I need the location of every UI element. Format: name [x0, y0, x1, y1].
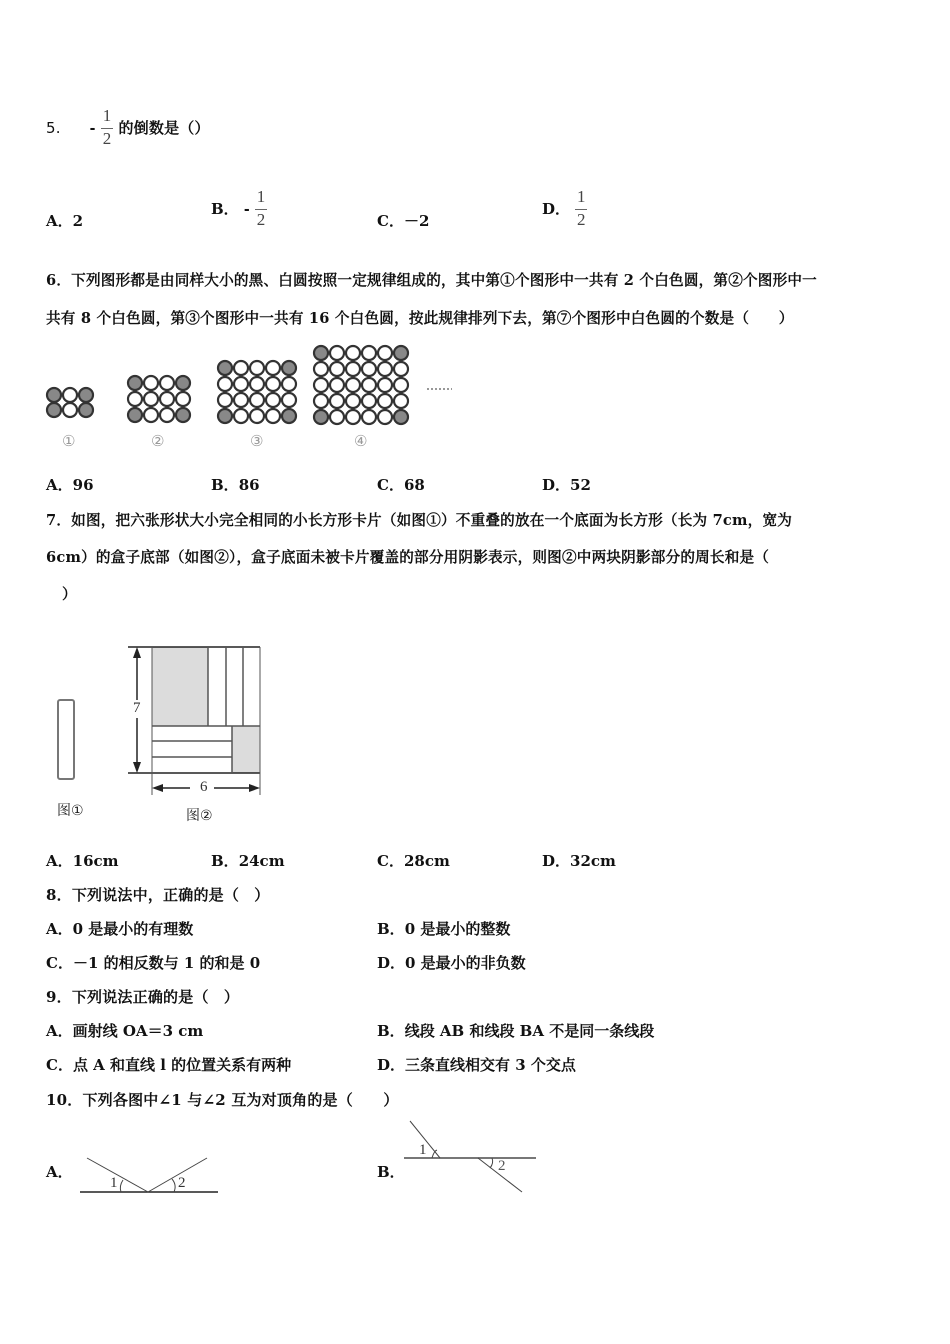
q10-b-angle1-label: 1 — [419, 1142, 427, 1158]
q8-option-a[interactable]: A．0 是最小的有理数 — [46, 920, 194, 938]
q6-figure-4-label: ④ — [354, 432, 368, 450]
q7-option-b[interactable]: B．24cm — [211, 852, 285, 870]
q6-figure-3-label: ③ — [250, 432, 264, 450]
q6-stem-line1: 6．下列图形都是由同样大小的黑、白圆按照一定规律组成的，其中第①个图形中一共有 2 个白色圆，第②个图形中一 — [46, 272, 817, 289]
q8-option-c[interactable]: C．－1 的相反数与 1 的和是 0 — [46, 954, 261, 972]
q6-option-d[interactable]: D．52 — [542, 476, 591, 494]
q5-option-a[interactable]: A．2 — [46, 212, 84, 230]
q7-fig1-label: 图① — [57, 803, 84, 819]
q10-a-angle2-label: 2 — [178, 1175, 186, 1191]
q7-dim-width-label: 6 — [200, 779, 208, 795]
q6-stem-line2: 共有 8 个白色圆，第③个图形中一共有 16 个白色圆，按此规律排列下去，第⑦个图形中白色圆的个数是（ ） — [46, 310, 794, 327]
q10-stem: 10．下列各图中∠1 与∠2 互为对顶角的是（ ） — [46, 1091, 399, 1109]
q6-option-a[interactable]: A．96 — [46, 476, 94, 494]
q6-figure-1-label: ① — [62, 432, 76, 450]
q9-option-c[interactable]: C．点 A 和直线 l 的位置关系有两种 — [46, 1056, 292, 1074]
q5-option-b-fraction: $\frac{1}{2}$ — [256, 187, 266, 229]
q6-option-c[interactable]: C．68 — [377, 476, 425, 494]
q6-option-b[interactable]: B．86 — [211, 476, 260, 494]
q7-fig2-label: 图② — [186, 808, 213, 824]
q9-option-a[interactable]: A．画射线 OA＝3 cm — [46, 1022, 204, 1040]
q10-a-angle1-label: 1 — [110, 1175, 118, 1191]
q7-stem-line1: 7．如图，把六张形状大小完全相同的小长方形卡片（如图①）不重叠的放在一个底面为长方形（长为 7cm，宽为 — [46, 512, 793, 529]
q5-fraction: $\frac{1}{2}$ — [102, 106, 112, 148]
q7-stem-line3: ） — [62, 586, 77, 603]
q5-option-d[interactable]: D． $\frac{1}{2}$ — [542, 187, 587, 231]
q7-stem-line2: 6cm）的盒子底部（如图②），盒子底面未被卡片覆盖的部分用阴影表示，则图②中两块阴影部分的周长和是（ — [46, 549, 770, 566]
q10-b-angle2-label: 2 — [498, 1158, 506, 1174]
q5-number: 5. — [46, 119, 61, 137]
q5-option-b[interactable]: B． - $\frac{1}{2}$ — [211, 187, 267, 231]
q9-option-b[interactable]: B．线段 AB 和线段 BA 不是同一条线段 — [377, 1022, 655, 1040]
q7-dim-height-label: 7 — [133, 700, 141, 716]
q7-option-d[interactable]: D．32cm — [542, 852, 616, 870]
q6-figure-2-label: ② — [151, 432, 165, 450]
q8-option-b[interactable]: B．0 是最小的整数 — [377, 920, 511, 938]
q7-option-c[interactable]: C．28cm — [377, 852, 450, 870]
q10-option-a[interactable]: A． — [46, 1163, 73, 1181]
q5-stem-text: 的倒数是（） — [118, 119, 210, 137]
q5-minus-sign: - — [89, 121, 96, 137]
q8-stem: 8．下列说法中，正确的是（ ） — [46, 886, 270, 904]
q5-option-c[interactable]: C．－2 — [377, 212, 430, 230]
q5-option-d-fraction: $\frac{1}{2}$ — [577, 187, 586, 229]
q10-option-b[interactable]: B． — [377, 1163, 405, 1181]
q9-option-d[interactable]: D．三条直线相交有 3 个交点 — [377, 1056, 576, 1074]
q8-option-d[interactable]: D．0 是最小的非负数 — [377, 954, 526, 972]
q9-stem: 9．下列说法正确的是（ ） — [46, 988, 240, 1006]
q7-option-a[interactable]: A．16cm — [46, 852, 119, 870]
